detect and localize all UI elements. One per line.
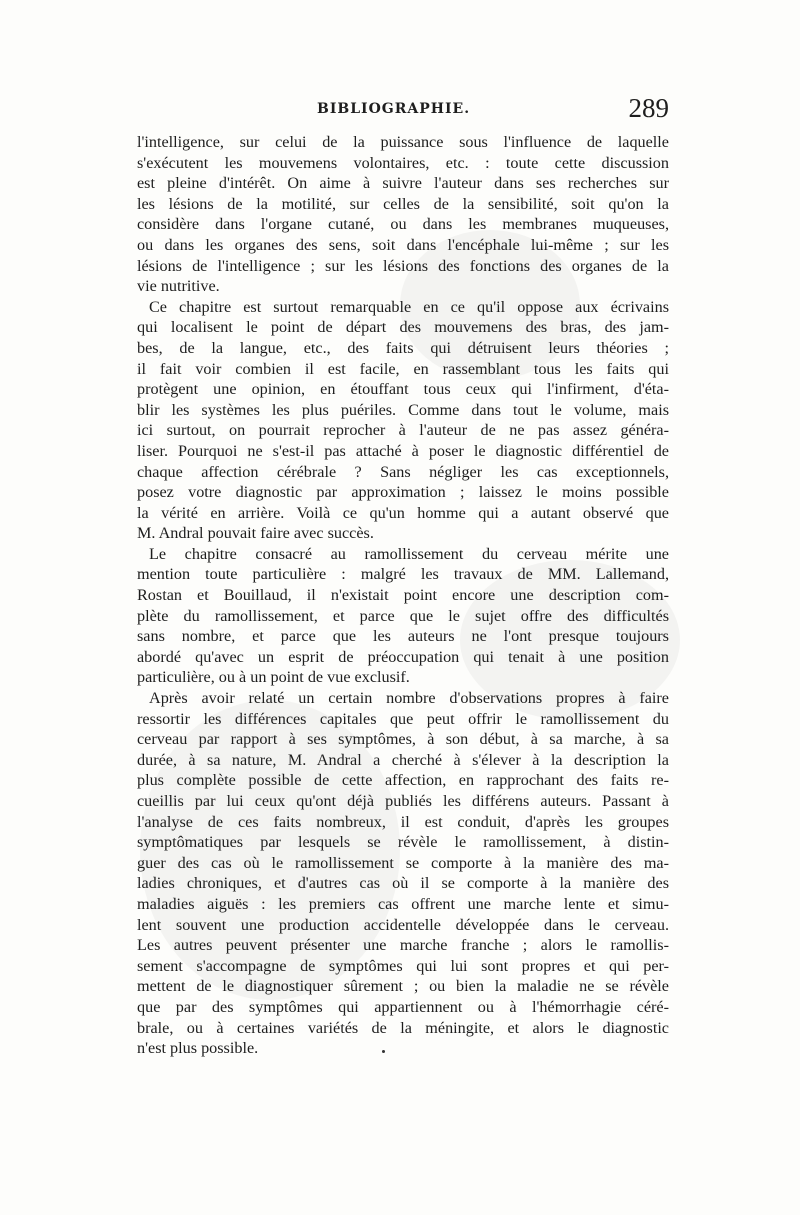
- running-title: BIBLIOGRAPHIE.: [317, 101, 471, 117]
- text-line: Après avoir relaté un certain nombre d'observations propres à faire: [149, 689, 669, 708]
- text-line: posez votre diagnostic par approximation ; laissez le moins possible: [137, 483, 669, 502]
- text-line: blir les systèmes les plus puériles. Comme dans tout le volume, mais: [137, 400, 669, 419]
- text-line: M. Andral pouvait faire avec succès.: [137, 524, 374, 543]
- text-line: Ce chapitre est surtout remarquable en ce qu'il oppose aux écrivains: [149, 297, 669, 316]
- text-line: cerveau par rapport à ses symptômes, à son début, à sa marche, à sa: [137, 730, 669, 749]
- text-line: bes, de la langue, etc., des faits qui détruisent leurs théories ;: [137, 338, 669, 357]
- text-line: ressortir les différences capitales que peut offrir le ramollissement du: [137, 709, 669, 728]
- page-header: [137, 93, 669, 129]
- text-line: qui localisent le point de départ des mouvemens des bras, des jam-: [137, 318, 669, 337]
- text-line: Les autres peuvent présenter une marche franche ; alors le ramollis-: [137, 936, 669, 955]
- text-line: brale, ou à certaines variétés de la méningite, et alors le diagnostic: [137, 1018, 669, 1037]
- text-line: abordé qu'avec un esprit de préoccupation qui tenait à une position: [137, 647, 669, 666]
- text-line: maladies aiguës : les premiers cas offrent une marche lente et simu-: [137, 894, 669, 913]
- text-line: guer des cas où le ramollissement se comporte à la manière des ma-: [137, 853, 669, 872]
- body-text: [137, 132, 669, 1059]
- text-line: l'intelligence, sur celui de la puissance sous l'influence de laquelle: [137, 133, 669, 151]
- text-line: ici surtout, on pourrait reprocher à l'auteur de ne pas assez généra-: [137, 421, 669, 440]
- text-line: lent souvent une production accidentelle développée dans le cerveau.: [137, 915, 669, 934]
- text-line: lésions de l'intelligence ; sur les lésions des fonctions des organes de la: [137, 256, 669, 275]
- text-line: vie nutritive.: [137, 277, 220, 296]
- text-line: chaque affection cérébrale ? Sans négliger les cas exceptionnels,: [137, 462, 669, 481]
- text-line: ou dans les organes des sens, soit dans l'encéphale lui-même ; sur les: [137, 235, 669, 254]
- text-line: la vérité en arrière. Voilà ce qu'un homme qui a autant observé que: [137, 503, 669, 522]
- text-line: symptômatiques par lesquels se révèle le ramollissement, à distin-: [137, 833, 669, 852]
- text-line: l'analyse de ces faits nombreux, il est conduit, d'après les groupes: [137, 812, 669, 831]
- text-line: Rostan et Bouillaud, il n'existait point encore une description com-: [137, 586, 669, 605]
- text-line: n'est plus possible.: [137, 1039, 259, 1058]
- text-line: est pleine d'intérêt. On aime à suivre l'auteur dans ses recherches sur: [137, 174, 669, 193]
- text-line: Le chapitre consacré au ramollissement du cerveau mérite une: [149, 544, 669, 563]
- text-line: considère dans l'organe cutané, ou dans les membranes muqueuses,: [137, 215, 669, 234]
- text-line: il fait voir combien il est facile, en rassemblant tous les faits qui: [137, 359, 669, 378]
- text-line: cueillis par lui ceux qu'ont déjà publiés les différens auteurs. Passant à: [137, 792, 669, 810]
- text-line: sans nombre, et parce que les auteurs ne l'ont presque toujours: [137, 627, 669, 646]
- text-line: plus complète possible de cette affection, en rapprochant des faits re-: [137, 771, 669, 790]
- text-line: mention toute particulière : malgré les travaux de MM. Lallemand,: [137, 565, 669, 584]
- text-line: sement s'accompagne de symptômes qui lui sont propres et qui per-: [137, 956, 669, 975]
- text-line: liser. Pourquoi ne s'est-il pas attaché à poser le diagnostic différentiel de: [137, 441, 669, 460]
- text-line: particulière, ou à un point de vue exclusif.: [137, 668, 410, 687]
- text-line: les lésions de la motilité, sur celles de la sensibilité, soit qu'on la: [137, 194, 669, 213]
- ink-dot: [382, 1050, 385, 1053]
- text-line: protègent une opinion, en étouffant tous ceux qui l'infirment, d'éta-: [137, 380, 669, 399]
- text-line: ladies chroniques, et d'autres cas où il se comporte à la manière des: [137, 874, 669, 893]
- text-line: durée, à sa nature, M. Andral a cherché à s'élever à la description la: [137, 750, 669, 769]
- text-line: plète du ramollissement, et parce que le sujet offre des difficultés: [137, 606, 669, 625]
- page-number: 289: [628, 93, 669, 123]
- text-line: mettent de le diagnostiquer sûrement ; ou bien la maladie ne se révèle: [137, 977, 669, 996]
- text-line: que par des symptômes qui appartiennent ou à l'hémorrhagie céré-: [137, 997, 669, 1016]
- text-line: s'exécutent les mouvemens volontaires, etc. : toute cette discussion: [137, 153, 669, 172]
